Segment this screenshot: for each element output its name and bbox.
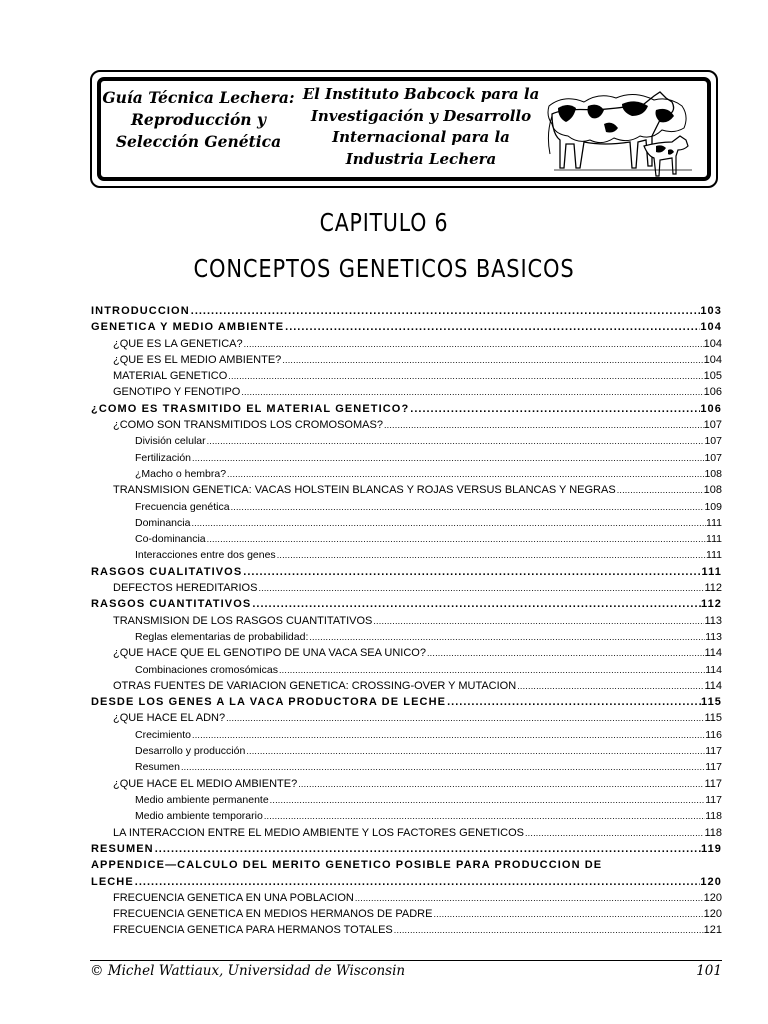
toc-entry[interactable]	[91, 712, 722, 728]
toc-leader-dots	[227, 469, 704, 479]
toc-entry-page: 111	[706, 533, 722, 546]
toc-leader-dots	[244, 339, 704, 349]
toc-entry-page: 107	[704, 451, 722, 464]
toc-entry-title: Interacciones entre dos genes	[135, 549, 276, 562]
institute-name-line: Industria Lechera	[345, 149, 497, 168]
toc-entry-page: 105	[703, 370, 722, 383]
toc-entry-title: RASGOS CUANTITATIVOS	[91, 598, 252, 611]
toc-entry-title: Medio ambiente permanente	[135, 793, 269, 806]
toc-entry-title: TRANSMISION DE LOS RASGOS CUANTITATIVOS	[113, 614, 373, 627]
toc-leader-dots	[135, 876, 701, 888]
toc-entry[interactable]	[91, 566, 722, 582]
toc-leader-dots	[384, 420, 704, 430]
guide-title	[101, 87, 296, 153]
cow-and-calf-logo	[544, 84, 694, 184]
toc-entry[interactable]	[91, 452, 722, 468]
toc-entry[interactable]	[91, 794, 722, 810]
toc-leader-dots	[617, 485, 704, 495]
toc-entry-title: ¿QUE HACE EL ADN?	[113, 712, 226, 725]
toc-entry-title: FRECUENCIA GENETICA PARA HERMANOS TOTALES	[113, 924, 393, 937]
toc-leader-dots	[241, 387, 703, 397]
toc-entry[interactable]	[91, 533, 722, 549]
toc-leader-dots	[433, 909, 703, 919]
toc-entry[interactable]	[91, 843, 722, 859]
toc-entry-title: Co-dominancia	[135, 533, 206, 546]
institute-name-line: Investigación y Desarrollo	[310, 106, 532, 125]
chapter-title: CAPITULO 6	[319, 208, 449, 237]
toc-entry-page: 107	[703, 419, 722, 432]
toc-entry[interactable]	[91, 729, 722, 745]
toc-leader-dots	[394, 925, 704, 935]
toc-entry[interactable]	[91, 664, 722, 680]
toc-entry[interactable]	[91, 810, 722, 826]
toc-entry-page: 118	[705, 810, 722, 823]
toc-entry[interactable]	[91, 549, 722, 565]
toc-entry-title: ¿COMO ES TRASMITIDO EL MATERIAL GENETICO?	[91, 402, 410, 415]
toc-entry-page: 117	[705, 761, 722, 774]
toc-leader-dots	[207, 534, 706, 544]
toc-entry-title: RESUMEN	[91, 842, 154, 855]
toc-entry[interactable]	[91, 908, 722, 924]
toc-entry[interactable]	[91, 582, 722, 598]
toc-entry-title: GENETICA Y MEDIO AMBIENTE	[91, 321, 285, 334]
toc-entry-page: 113	[704, 614, 722, 627]
toc-entry-page: 107	[704, 435, 722, 448]
toc-entry-title: FRECUENCIA GENETICA EN UNA POBLACION	[113, 891, 354, 904]
toc-leader-dots	[410, 403, 700, 415]
chapter-subtitle: CONCEPTOS GENETICOS BASICOS	[193, 254, 575, 283]
toc-entry-page: 108	[704, 467, 722, 480]
table-of-contents	[91, 305, 722, 941]
toc-leader-dots	[427, 648, 704, 658]
toc-entry-page: 111	[706, 516, 722, 529]
toc-leader-dots	[298, 779, 704, 789]
toc-entry-page: 111	[701, 565, 722, 578]
toc-entry-title: Dominancia	[135, 516, 191, 529]
toc-entry-title: Medio ambiente temporario	[135, 810, 263, 823]
toc-entry[interactable]	[91, 386, 722, 402]
toc-leader-dots	[191, 518, 706, 528]
toc-entry[interactable]	[91, 745, 722, 761]
toc-entry-page: 120	[703, 891, 722, 904]
toc-leader-dots	[155, 843, 701, 855]
toc-entry-title: Frecuencia genética	[135, 500, 230, 513]
toc-entry[interactable]	[91, 924, 722, 940]
toc-leader-dots	[181, 762, 705, 772]
footer-rule	[90, 960, 722, 961]
toc-entry-page: 115	[700, 696, 722, 709]
toc-entry[interactable]	[91, 778, 722, 794]
toc-entry-page: 106	[700, 402, 722, 415]
toc-leader-dots	[252, 598, 701, 610]
toc-entry-title: ¿QUE HACE EL MEDIO AMBIENTE?	[113, 777, 298, 790]
header-banner	[90, 70, 718, 188]
toc-entry-page: 116	[705, 728, 722, 741]
toc-entry-page: 121	[703, 924, 722, 937]
toc-leader-dots	[517, 681, 704, 691]
toc-leader-dots	[309, 632, 705, 642]
toc-entry-page: 104	[700, 321, 722, 334]
toc-entry-page: 112	[704, 582, 722, 595]
toc-entry[interactable]	[91, 484, 722, 500]
guide-title-line: Selección Genética	[115, 132, 282, 151]
toc-entry[interactable]	[91, 859, 722, 876]
toc-entry-page: 119	[700, 842, 722, 855]
toc-leader-dots	[243, 566, 701, 578]
toc-entry-page: 104	[703, 353, 722, 366]
toc-entry-page: 103	[700, 305, 722, 317]
toc-entry-page: 120	[703, 908, 722, 921]
guide-title-line: Reproducción y	[131, 110, 266, 129]
toc-entry[interactable]	[91, 631, 722, 647]
toc-entry-title: Crecimiento	[135, 728, 192, 741]
toc-entry-page: 115	[704, 712, 722, 725]
toc-entry-title: FRECUENCIA GENETICA EN MEDIOS HERMANOS DE PADRE	[113, 908, 433, 921]
toc-entry-page: 117	[705, 793, 722, 806]
toc-entry-page: 106	[703, 386, 722, 399]
toc-entry-title: LA INTERACCION ENTRE EL MEDIO AMBIENTE Y LOS FACTORES GENETICOS	[113, 826, 524, 839]
toc-entry-page: 117	[704, 777, 722, 790]
toc-entry-title: Fertilización	[135, 451, 192, 464]
toc-entry[interactable]	[91, 419, 722, 435]
toc-leader-dots	[355, 893, 704, 903]
toc-entry[interactable]	[91, 615, 722, 631]
toc-leader-dots	[277, 550, 706, 560]
toc-entry-title: División celular	[135, 435, 206, 448]
toc-entry-page: 117	[705, 745, 722, 758]
toc-entry[interactable]	[91, 761, 722, 777]
toc-entry-page: 118	[704, 826, 722, 839]
toc-entry-title: Reglas elementarias de probabilidad:	[135, 630, 309, 643]
toc-entry-page: 108	[703, 484, 722, 497]
toc-entry[interactable]	[91, 876, 722, 892]
toc-entry[interactable]	[91, 680, 722, 696]
toc-leader-dots	[228, 371, 703, 381]
toc-entry-title: ¿COMO SON TRANSMITIDOS LOS CROMOSOMAS?	[113, 419, 383, 432]
toc-leader-dots	[525, 828, 704, 838]
toc-entry-title: ¿QUE ES LA GENETICA?	[113, 337, 243, 350]
toc-leader-dots	[258, 583, 704, 593]
toc-entry-title: OTRAS FUENTES DE VARIACION GENETICA: CROSSING-OVER Y MUTACION	[113, 679, 517, 692]
toc-leader-dots	[270, 795, 706, 805]
toc-entry-page: 104	[703, 337, 722, 350]
toc-entry-page: 113	[705, 630, 722, 643]
toc-leader-dots	[191, 305, 701, 317]
toc-entry-title: Desarrollo y producción	[135, 745, 246, 758]
toc-entry-page: 114	[704, 647, 722, 660]
toc-entry-title: APPENDICE—CALCULO DEL MERITO GENETICO POSIBLE PARA PRODUCCION DE	[91, 859, 603, 872]
guide-title-line: Guía Técnica Lechera:	[102, 88, 295, 107]
toc-entry-title: ¿Macho o hembra?	[135, 467, 227, 480]
institute-name-line: El Instituto Babcock para la	[302, 85, 540, 103]
toc-entry[interactable]	[91, 696, 722, 712]
toc-leader-dots	[447, 696, 701, 708]
toc-entry-title: LECHE	[91, 875, 134, 888]
toc-entry[interactable]	[91, 403, 722, 419]
footer-copyright: © Michel Wattiaux, Universidad de Wisconsin	[90, 963, 406, 979]
toc-entry-title: INTRODUCCION	[91, 305, 190, 317]
page-number: 101	[696, 963, 722, 979]
toc-entry-title: GENOTIPO Y FENOTIPO	[113, 386, 241, 399]
toc-entry-title: TRANSMISION GENETICA: VACAS HOLSTEIN BLANCAS Y ROJAS VERSUS BLANCAS Y NEGRAS	[113, 484, 616, 497]
toc-leader-dots	[264, 811, 705, 821]
toc-leader-dots	[192, 730, 705, 740]
toc-entry[interactable]	[91, 501, 722, 517]
toc-entry-title: ¿QUE ES EL MEDIO AMBIENTE?	[113, 353, 282, 366]
toc-leader-dots	[207, 436, 705, 446]
toc-entry-title: DESDE LOS GENES A LA VACA PRODUCTORA DE LECHE	[91, 696, 447, 709]
institute-name	[301, 84, 541, 170]
toc-entry[interactable]	[91, 305, 722, 321]
toc-entry-page: 109	[704, 500, 722, 513]
toc-entry[interactable]	[91, 827, 722, 843]
toc-entry[interactable]	[91, 435, 722, 451]
toc-leader-dots	[231, 502, 705, 512]
toc-entry-page: 114	[705, 663, 722, 676]
toc-entry[interactable]	[91, 338, 722, 354]
toc-leader-dots	[226, 713, 704, 723]
toc-leader-dots	[192, 453, 704, 463]
toc-entry-title: MATERIAL GENETICO	[113, 370, 228, 383]
toc-entry[interactable]	[91, 354, 722, 370]
toc-leader-dots	[373, 616, 704, 626]
toc-entry-title: Resumen	[135, 761, 180, 774]
toc-leader-dots	[285, 321, 700, 333]
institute-name-line: Internacional para la	[332, 128, 510, 146]
toc-leader-dots	[246, 746, 705, 756]
toc-entry[interactable]	[91, 321, 722, 337]
toc-leader-dots	[279, 665, 705, 675]
toc-entry-page: 120	[700, 875, 722, 888]
toc-entry[interactable]	[91, 598, 722, 614]
toc-entry[interactable]	[91, 892, 722, 908]
toc-entry-title: RASGOS CUALITATIVOS	[91, 565, 243, 578]
toc-entry-title: ¿QUE HACE QUE EL GENOTIPO DE UNA VACA SEA UNICO?	[113, 647, 426, 660]
toc-entry-page: 111	[706, 549, 722, 562]
toc-leader-dots	[282, 355, 703, 365]
toc-entry[interactable]	[91, 517, 722, 533]
header-banner-inner	[97, 77, 711, 181]
toc-entry-title: Combinaciones cromosómicas	[135, 663, 278, 676]
toc-entry-page: 112	[700, 598, 722, 611]
toc-entry-title: DEFECTOS HEREDITARIOS	[113, 582, 258, 595]
toc-entry[interactable]	[91, 468, 722, 484]
toc-entry-page: 114	[704, 679, 722, 692]
toc-entry[interactable]	[91, 647, 722, 663]
toc-entry[interactable]	[91, 370, 722, 386]
